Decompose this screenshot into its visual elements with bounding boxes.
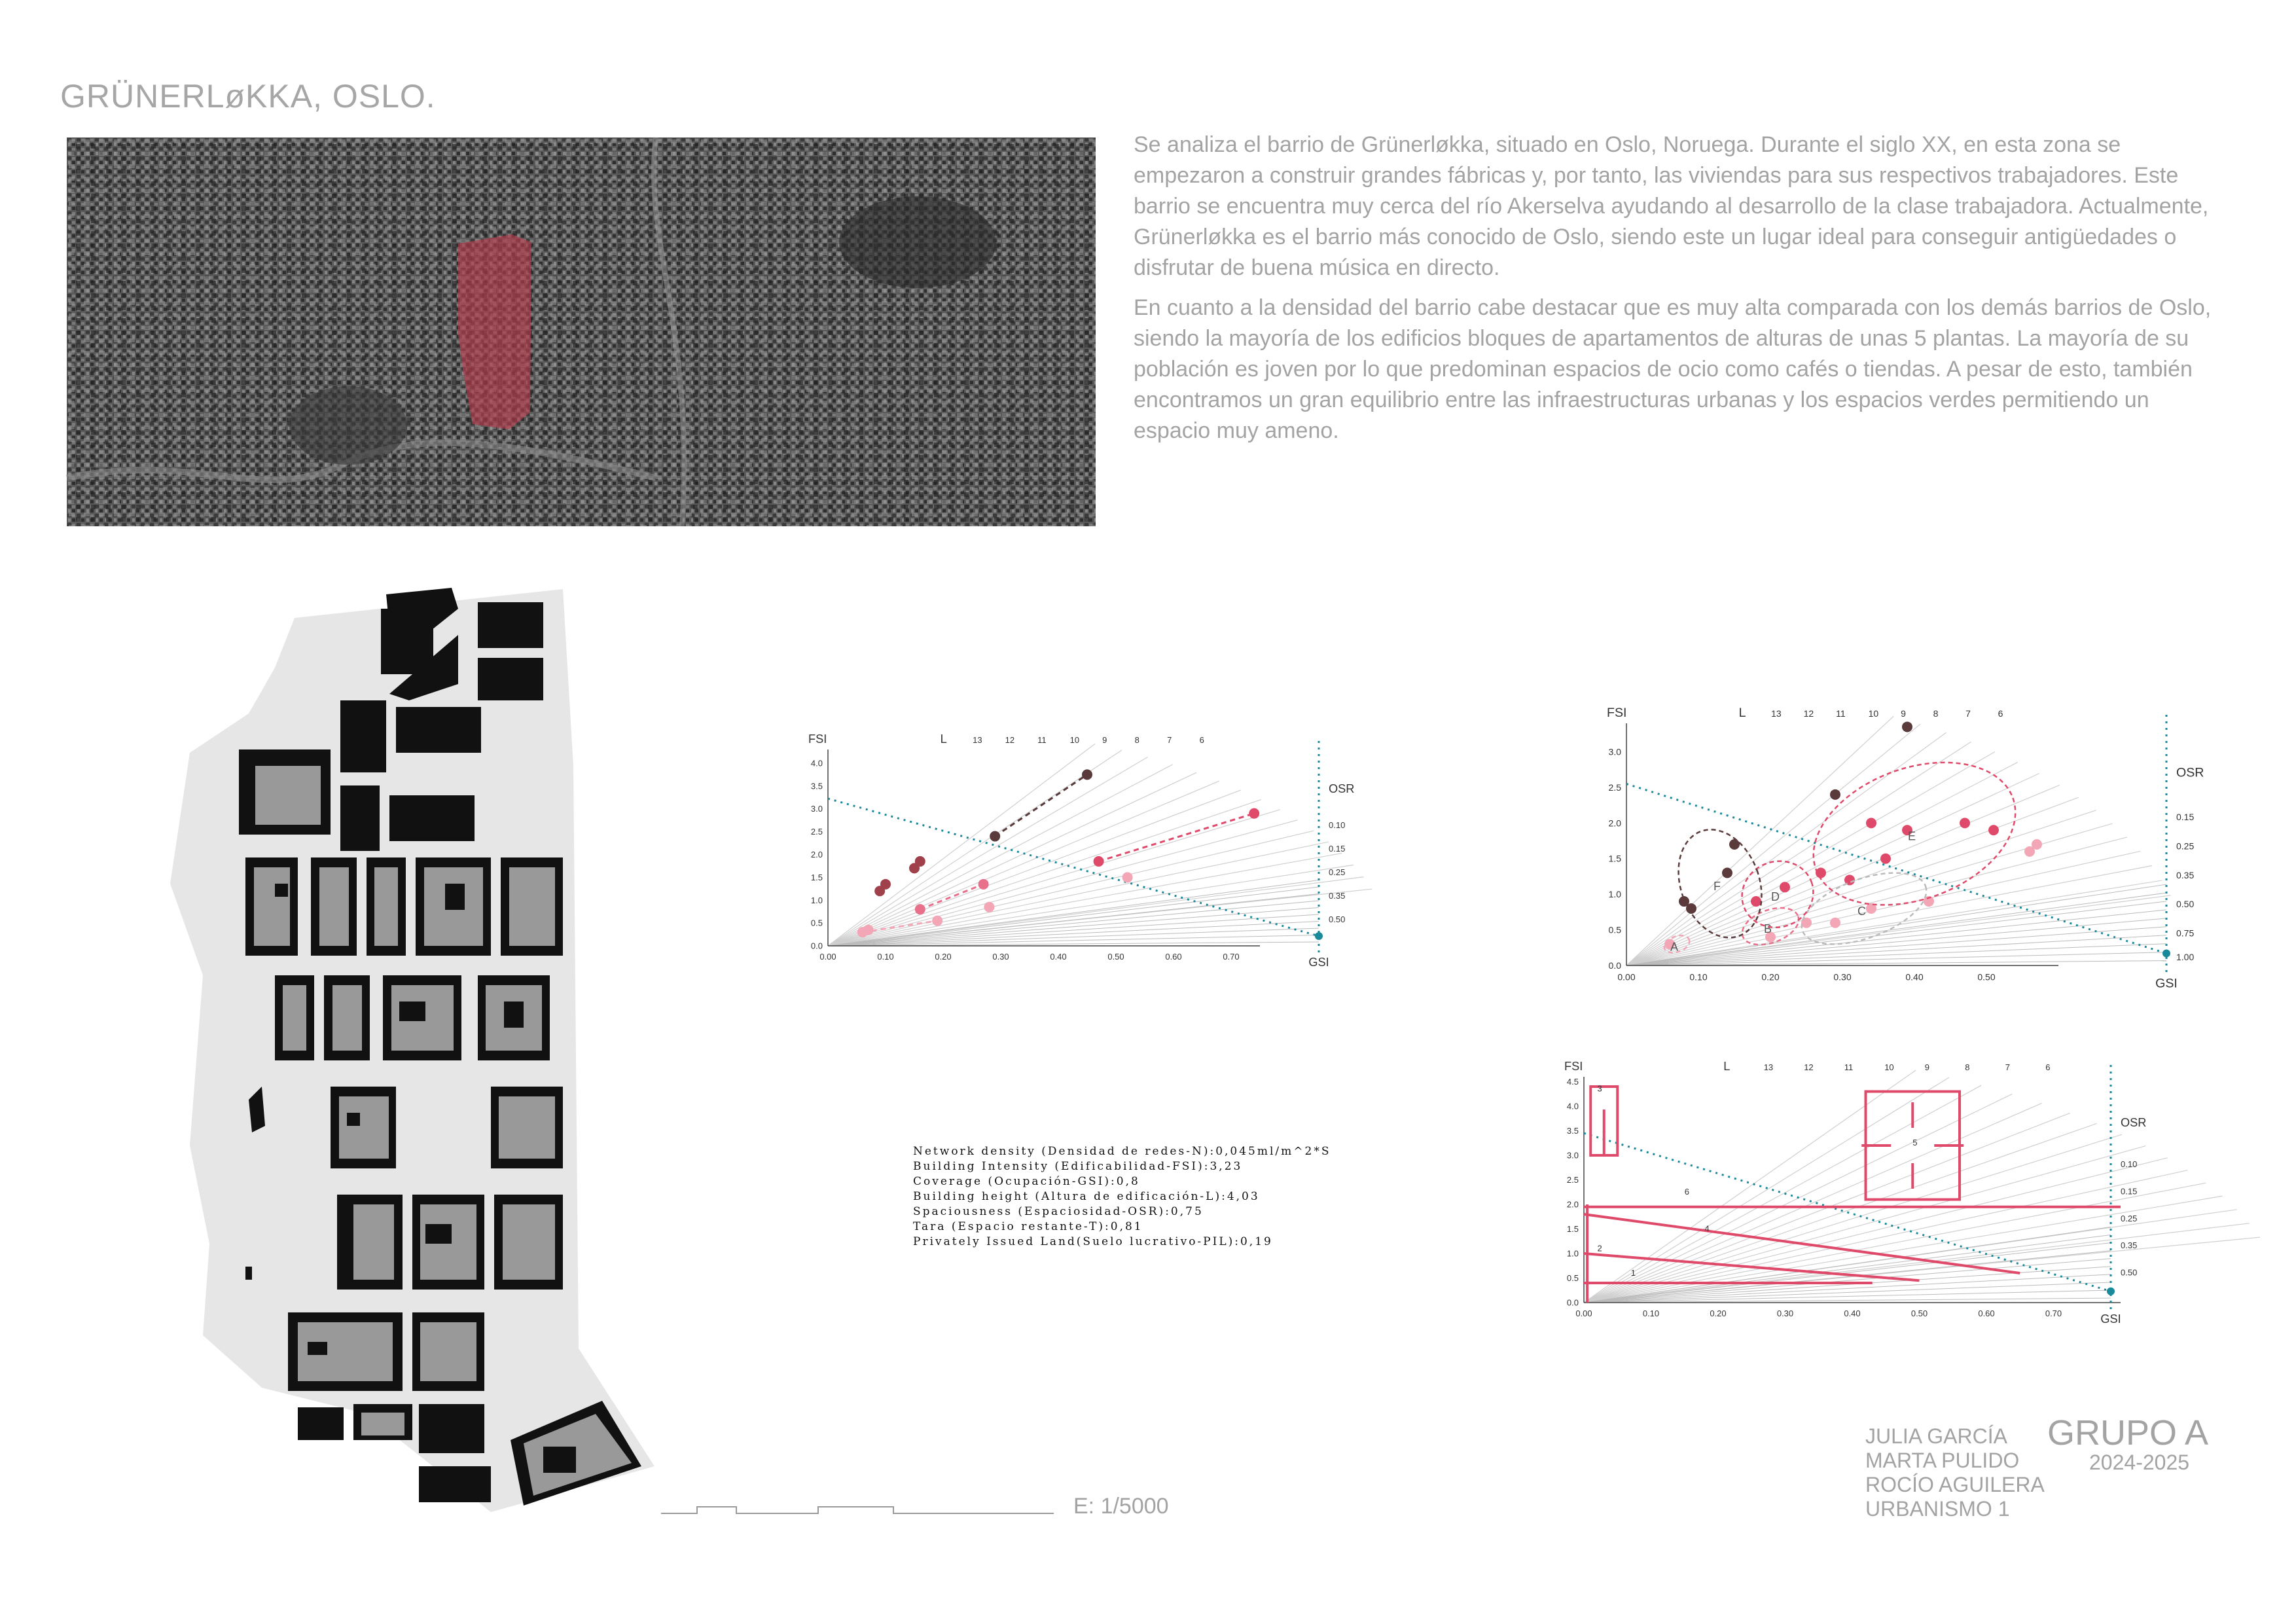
osr-line bbox=[828, 914, 1319, 946]
l-tick-label: 13 bbox=[1763, 1062, 1774, 1072]
y-tick-label: 2.5 bbox=[810, 827, 823, 837]
osr-tick-label: 0.50 bbox=[2176, 899, 2195, 910]
credit-line: URBANISMO 1 bbox=[1865, 1497, 2010, 1521]
x-tick-label: 0.00 bbox=[1617, 971, 1636, 983]
l-tick-label: 11 bbox=[1836, 708, 1846, 719]
l-tick-label: 7 bbox=[1965, 708, 1971, 719]
data-point bbox=[1960, 818, 1970, 828]
osr-line bbox=[1584, 1290, 2111, 1303]
group-year: 2024-2025 bbox=[2089, 1451, 2190, 1474]
y-tick-label: 1.5 bbox=[1566, 1224, 1579, 1235]
y-axis-label: FSI bbox=[1564, 1060, 1583, 1073]
x-tick-label: 0.50 bbox=[1910, 1308, 1928, 1318]
zone-label: 2 bbox=[1597, 1243, 1602, 1254]
l-tick-label: 8 bbox=[1965, 1062, 1970, 1072]
group-label: A bbox=[1670, 940, 1679, 954]
series-line bbox=[1099, 814, 1255, 861]
x-tick-label: 0.30 bbox=[992, 951, 1009, 962]
fan-line bbox=[1626, 880, 2162, 965]
fan-line bbox=[1626, 851, 2140, 965]
osr-tick-label: 0.25 bbox=[2176, 840, 2195, 852]
fan-line bbox=[828, 877, 1363, 946]
group-name: GRUPO A bbox=[2047, 1413, 2209, 1453]
x-axis-label: GSI bbox=[2100, 1312, 2121, 1326]
osr-tick-label: 0.75 bbox=[2176, 928, 2195, 939]
description bbox=[1134, 130, 2220, 456]
l-tick-label: 10 bbox=[1868, 708, 1879, 719]
l-tick-label: 13 bbox=[973, 735, 982, 745]
fan-line bbox=[828, 810, 1280, 946]
y-tick-label: 0.5 bbox=[810, 918, 823, 928]
l-tick-label: 12 bbox=[1804, 1062, 1814, 1072]
y-tick-label: 3.0 bbox=[1608, 746, 1621, 757]
y-tick-label: 2.0 bbox=[810, 850, 823, 860]
data-point bbox=[1094, 856, 1104, 867]
credit-line: JULIA GARCÍA bbox=[1865, 1424, 2007, 1448]
l-tick-label: 11 bbox=[1844, 1062, 1854, 1072]
stat-line: Privately Issued Land(Suelo lucrativo-PIL):0,19 bbox=[913, 1235, 1273, 1248]
data-point bbox=[1830, 918, 1840, 928]
y-tick-label: 4.0 bbox=[1566, 1101, 1579, 1111]
y-tick-label: 2.5 bbox=[1566, 1175, 1579, 1185]
x-tick-label: 0.60 bbox=[1978, 1308, 1995, 1318]
l-tick-label: 9 bbox=[1924, 1062, 1929, 1072]
osr-tick-label: 0.15 bbox=[2176, 812, 2195, 822]
tara-point bbox=[2162, 950, 2170, 958]
group-label: C bbox=[1857, 904, 1866, 918]
fan-line bbox=[828, 750, 1122, 946]
osr-tick-label: 0.10 bbox=[1329, 820, 1346, 830]
osr-tick-label: 0.15 bbox=[1329, 844, 1346, 854]
osr-tick-label: 1.00 bbox=[2176, 952, 2195, 962]
l-tick-label: 12 bbox=[1803, 708, 1814, 719]
stat-line: Coverage (Ocupación-GSI):0,8 bbox=[913, 1175, 1140, 1188]
group-label: D bbox=[1771, 890, 1780, 904]
description-paragraph: En cuanto a la densidad del barrio cabe destacar que es muy alta comparada con los demás barrios de Oslo, siendo la mayoría de los edificios bloques de apartamentos de alturas de unas 5 plantas. La mayoría de su población es joven por lo que predominan espacios de ocio como cafés o tiendas. A pesar de esto, también encontramos un gran equilibrio entre las infraestructuras urbanas y los espacios verdes permitiendo un espacio muy ameno. bbox=[1134, 295, 2212, 443]
l-tick-label: 7 bbox=[2005, 1062, 2010, 1072]
fan-line bbox=[1626, 716, 1893, 965]
y-tick-label: 2.0 bbox=[1566, 1199, 1579, 1210]
x-tick-label: 0.00 bbox=[1575, 1308, 1592, 1318]
l-tick-label: 8 bbox=[1134, 735, 1139, 745]
density-chart-3 bbox=[1558, 1051, 2186, 1335]
y-axis-label: FSI bbox=[1607, 706, 1627, 720]
density-chart-2 bbox=[1590, 677, 2204, 998]
x-tick-label: 0.40 bbox=[1050, 951, 1067, 962]
y-tick-label: 4.0 bbox=[810, 758, 823, 768]
aerial-photo bbox=[67, 137, 1096, 526]
data-point bbox=[880, 879, 891, 890]
l-tick-label: 6 bbox=[1199, 735, 1204, 745]
x-tick-label: 0.00 bbox=[819, 951, 836, 962]
data-point bbox=[2032, 839, 2042, 850]
x-tick-label: 0.50 bbox=[1977, 971, 1996, 983]
credit-line: MARTA PULIDO bbox=[1865, 1449, 2020, 1472]
description-paragraph: Se analiza el barrio de Grünerløkka, situado en Oslo, Noruega. Durante el siglo XX, en esta zona se empezaron a construir grandes fábricas y, por tanto, las viviendas para sus respectivos trabajadores. Este barrio se encuentra muy cerca del río Akerselva ayudando al desarrollo de la clase trabajadora. Actualmente, Grünerløkka es el barrio más conocido de Oslo, siendo este un lugar ideal para conseguir antigüedades o disfrutar de buena música en directo. bbox=[1134, 132, 2209, 280]
y-tick-label: 0.0 bbox=[810, 941, 823, 951]
osr-tick-label: 0.25 bbox=[2121, 1213, 2138, 1223]
data-point bbox=[1902, 721, 1912, 732]
fan-line bbox=[1584, 1123, 2097, 1303]
l-tick-label: L bbox=[940, 732, 947, 746]
zone-label: 1 bbox=[1630, 1267, 1636, 1278]
group-label: F bbox=[1713, 879, 1721, 893]
osr-label: OSR bbox=[2121, 1115, 2147, 1129]
stat-line: Building height (Altura de edificación-L):4,03 bbox=[913, 1190, 1260, 1203]
x-axis-label: GSI bbox=[1308, 956, 1329, 969]
y-tick-label: 3.5 bbox=[1566, 1126, 1579, 1136]
data-point bbox=[1780, 882, 1790, 892]
fan-line bbox=[1584, 1158, 2168, 1303]
page-title: GRÜNERLøKKA, OSLO. bbox=[60, 78, 436, 115]
y-tick-label: 0.5 bbox=[1566, 1273, 1579, 1284]
data-point bbox=[1751, 896, 1761, 907]
zone-label: 5 bbox=[1912, 1138, 1918, 1147]
osr-line bbox=[828, 942, 1319, 946]
osr-tick-label: 0.35 bbox=[2121, 1240, 2138, 1251]
x-tick-label: 0.10 bbox=[1689, 971, 1708, 983]
x-tick-label: 0.20 bbox=[1710, 1308, 1727, 1318]
osr-line bbox=[1584, 1298, 2111, 1303]
zone-label: 3 bbox=[1597, 1083, 1602, 1094]
site-plan bbox=[151, 569, 740, 1538]
osr-line bbox=[1626, 952, 2166, 965]
l-tick-label: 6 bbox=[1998, 708, 2003, 719]
x-tick-label: 0.10 bbox=[877, 951, 894, 962]
osr-line bbox=[828, 922, 1319, 947]
x-tick-label: 0.20 bbox=[935, 951, 952, 962]
fan-line bbox=[828, 790, 1241, 946]
x-tick-label: 0.10 bbox=[1642, 1308, 1660, 1318]
stat-line: Building Intensity (Edificabilidad-FSI):3,23 bbox=[913, 1160, 1243, 1173]
y-tick-label: 2.5 bbox=[1608, 782, 1621, 793]
fan-line bbox=[828, 865, 1354, 946]
y-tick-label: 0.5 bbox=[1608, 924, 1621, 935]
y-tick-label: 1.5 bbox=[1608, 853, 1621, 864]
l-tick-label: 12 bbox=[1005, 735, 1015, 745]
zone-label: 4 bbox=[1704, 1223, 1710, 1234]
fan-line bbox=[1584, 1134, 2122, 1303]
x-tick-label: 0.30 bbox=[1776, 1308, 1794, 1318]
y-tick-label: 4.5 bbox=[1566, 1077, 1579, 1087]
fan-line bbox=[828, 781, 1219, 946]
osr-tick-label: 0.35 bbox=[1329, 891, 1346, 901]
series-line bbox=[995, 774, 1087, 836]
data-point bbox=[932, 916, 942, 926]
x-tick-label: 0.30 bbox=[1833, 971, 1852, 983]
l-tick-label: L bbox=[1738, 706, 1746, 720]
y-tick-label: 0.0 bbox=[1566, 1297, 1579, 1308]
x-tick-label: 0.40 bbox=[1844, 1308, 1861, 1318]
group-label: B bbox=[1764, 922, 1772, 936]
fan-line bbox=[1626, 742, 1971, 965]
data-point bbox=[1122, 872, 1133, 882]
osr-tick-label: 0.15 bbox=[2121, 1186, 2138, 1197]
y-tick-label: 3.5 bbox=[810, 781, 823, 791]
fan-line bbox=[1584, 1183, 2206, 1303]
y-tick-label: 3.0 bbox=[810, 804, 823, 814]
data-point bbox=[1830, 789, 1840, 800]
data-point bbox=[984, 902, 994, 912]
density-chart-1 bbox=[789, 710, 1365, 972]
x-tick-label: 0.40 bbox=[1905, 971, 1924, 983]
fan-line bbox=[828, 820, 1298, 946]
l-tick-label: 9 bbox=[1102, 735, 1107, 745]
l-tick-label: L bbox=[1723, 1060, 1731, 1073]
credit-line: ROCÍO AGUILERA bbox=[1865, 1473, 2045, 1496]
y-tick-label: 1.0 bbox=[1608, 889, 1621, 900]
osr-label: OSR bbox=[2176, 765, 2204, 780]
y-tick-label: 3.0 bbox=[1566, 1150, 1579, 1161]
osr-tick-label: 0.25 bbox=[1329, 867, 1346, 877]
osr-tick-label: 0.35 bbox=[2176, 869, 2195, 880]
tara-point bbox=[2107, 1288, 2115, 1295]
fan-line bbox=[828, 800, 1261, 946]
group-label: E bbox=[1908, 829, 1916, 843]
data-point bbox=[915, 904, 925, 914]
osr-line bbox=[1584, 1274, 2111, 1303]
y-tick-label: 2.0 bbox=[1608, 818, 1621, 829]
tara-line bbox=[1584, 1133, 2111, 1291]
credits bbox=[1865, 1424, 2045, 1521]
osr-tick-label: 0.50 bbox=[2121, 1267, 2138, 1278]
fan-line bbox=[1626, 724, 1920, 965]
l-tick-label: 10 bbox=[1884, 1062, 1894, 1072]
fan-line bbox=[1626, 774, 2039, 965]
fan-line bbox=[1626, 762, 2018, 965]
fan-line bbox=[1584, 1223, 2250, 1303]
tara-line bbox=[828, 799, 1319, 936]
data-point bbox=[915, 856, 925, 867]
tara-point bbox=[1315, 932, 1323, 940]
y-tick-label: 1.5 bbox=[810, 872, 823, 882]
data-point bbox=[1249, 808, 1259, 819]
x-tick-label: 0.70 bbox=[2045, 1308, 2062, 1318]
data-point bbox=[1082, 769, 1092, 780]
l-tick-label: 6 bbox=[2045, 1062, 2051, 1072]
highlighted-area bbox=[458, 234, 531, 429]
x-tick-label: 0.50 bbox=[1107, 951, 1124, 962]
x-tick-label: 0.60 bbox=[1165, 951, 1182, 962]
osr-line bbox=[1626, 901, 2166, 965]
data-point bbox=[978, 879, 989, 890]
stat-line: Spaciousness (Espaciosidad-OSR):0,75 bbox=[913, 1205, 1204, 1218]
osr-line bbox=[1626, 927, 2166, 965]
osr-tick-label: 0.50 bbox=[1329, 914, 1346, 924]
fan-line bbox=[1626, 785, 2060, 965]
osr-label: OSR bbox=[1329, 782, 1355, 795]
x-tick-label: 0.20 bbox=[1761, 971, 1780, 983]
data-point bbox=[1866, 818, 1876, 828]
stat-line: Tara (Espacio restante-T):0,81 bbox=[913, 1220, 1143, 1233]
scale-label: E: 1/5000 bbox=[1073, 1494, 1169, 1519]
density-stats bbox=[913, 1144, 1331, 1250]
y-tick-label: 0.0 bbox=[1608, 960, 1621, 971]
l-tick-label: 7 bbox=[1167, 735, 1172, 745]
zone-label: 6 bbox=[1684, 1187, 1689, 1197]
osr-line bbox=[1584, 1227, 2111, 1303]
l-tick-label: 10 bbox=[1069, 735, 1080, 745]
stat-line: Network density (Densidad de redes-N):0,045ml/m^2*S bbox=[913, 1145, 1331, 1158]
l-tick-label: 8 bbox=[1933, 708, 1939, 719]
osr-tick-label: 0.10 bbox=[2121, 1159, 2138, 1169]
x-axis-label: GSI bbox=[2155, 976, 2178, 991]
y-axis-label: FSI bbox=[808, 732, 827, 746]
fan-line bbox=[828, 772, 1196, 946]
data-point bbox=[1729, 839, 1740, 850]
data-point bbox=[1722, 868, 1732, 878]
data-point bbox=[990, 831, 1000, 842]
y-tick-label: 1.0 bbox=[1566, 1248, 1579, 1259]
y-tick-label: 1.0 bbox=[810, 895, 823, 905]
data-point bbox=[863, 925, 874, 935]
fan-line bbox=[828, 831, 1314, 946]
l-tick-label: 11 bbox=[1037, 735, 1047, 745]
scale-bar bbox=[661, 1494, 1132, 1533]
data-point bbox=[1880, 854, 1891, 864]
x-tick-label: 0.70 bbox=[1223, 951, 1240, 962]
data-point bbox=[1988, 825, 1999, 835]
l-tick-label: 13 bbox=[1771, 708, 1782, 719]
l-tick-label: 9 bbox=[1901, 708, 1906, 719]
osr-line bbox=[1626, 961, 2166, 965]
